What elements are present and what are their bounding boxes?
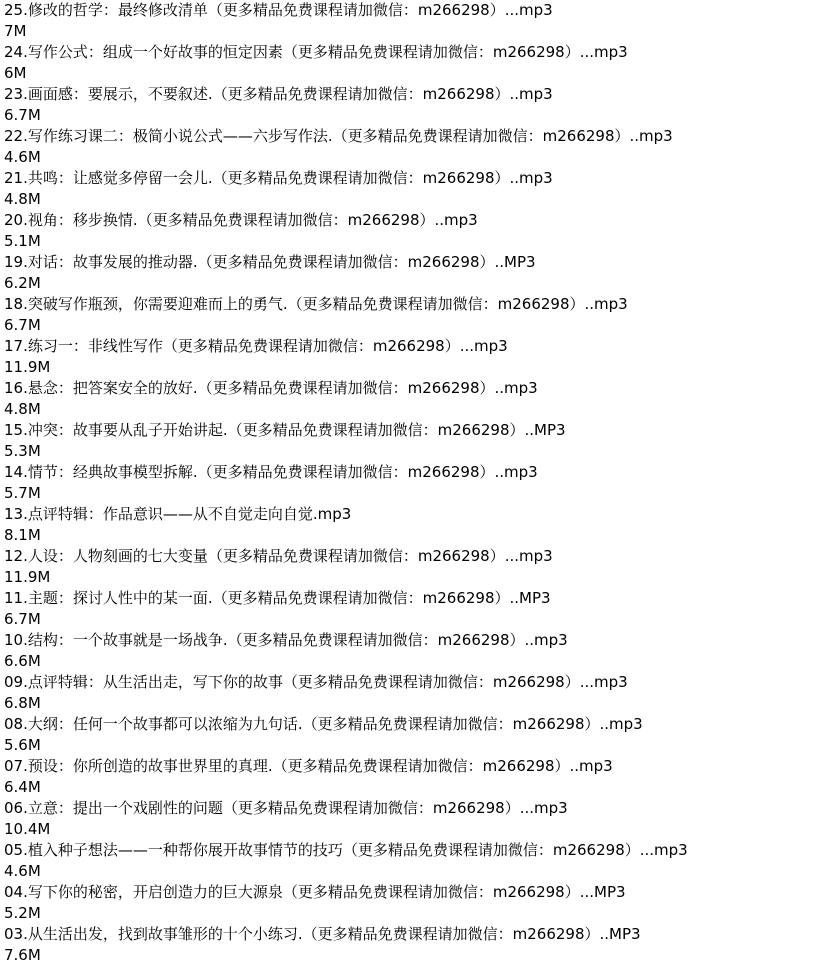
file-size: 5.1M bbox=[4, 232, 41, 250]
file-item[interactable] bbox=[4, 882, 824, 924]
file-size: 10.4M bbox=[4, 820, 51, 838]
file-name: 08.大纲：任何一个故事都可以浓缩为九句话.（更多精品免费课程请加微信：m266298）..mp3 bbox=[4, 715, 643, 733]
file-item[interactable] bbox=[4, 462, 824, 504]
file-item[interactable] bbox=[4, 504, 824, 546]
file-item[interactable] bbox=[4, 294, 824, 336]
file-size: 5.7M bbox=[4, 484, 41, 502]
file-name: 14.情节：经典故事模型拆解.（更多精品免费课程请加微信：m266298）..mp3 bbox=[4, 463, 538, 481]
file-name: 05.植入种子想法——一种帮你展开故事情节的技巧（更多精品免费课程请加微信：m266298）...mp3 bbox=[4, 841, 688, 859]
file-item[interactable] bbox=[4, 546, 824, 588]
file-size: 5.6M bbox=[4, 736, 41, 754]
file-name: 09.点评特辑：从生活出走，写下你的故事（更多精品免费课程请加微信：m266298）...mp3 bbox=[4, 673, 628, 691]
file-name: 15.冲突：故事要从乱子开始讲起.（更多精品免费课程请加微信：m266298）..MP3 bbox=[4, 421, 566, 439]
file-item[interactable] bbox=[4, 756, 824, 798]
file-size: 6M bbox=[4, 64, 27, 82]
file-size: 6.2M bbox=[4, 274, 41, 292]
file-name: 23.画面感：要展示，不要叙述.（更多精品免费课程请加微信：m266298）..mp3 bbox=[4, 85, 553, 103]
file-size: 8.1M bbox=[4, 526, 41, 544]
file-size: 6.7M bbox=[4, 316, 41, 334]
file-size: 6.8M bbox=[4, 694, 41, 712]
file-size: 6.6M bbox=[4, 652, 41, 670]
file-size: 4.8M bbox=[4, 190, 41, 208]
file-size: 4.6M bbox=[4, 862, 41, 880]
file-size: 5.2M bbox=[4, 904, 41, 922]
file-name: 13.点评特辑：作品意识——从不自觉走向自觉.mp3 bbox=[4, 505, 352, 523]
file-item[interactable] bbox=[4, 840, 824, 882]
file-name: 24.写作公式：组成一个好故事的恒定因素（更多精品免费课程请加微信：m266298）...mp3 bbox=[4, 43, 628, 61]
file-item[interactable] bbox=[4, 798, 824, 840]
file-size: 5.3M bbox=[4, 442, 41, 460]
file-size: 6.7M bbox=[4, 106, 41, 124]
file-name: 03.从生活出发，找到故事雏形的十个小练习.（更多精品免费课程请加微信：m266298）..MP3 bbox=[4, 925, 641, 943]
file-item[interactable] bbox=[4, 42, 824, 84]
file-item[interactable] bbox=[4, 924, 824, 966]
file-item[interactable] bbox=[4, 336, 824, 378]
file-name: 22.写作练习课二：极简小说公式——六步写作法.（更多精品免费课程请加微信：m266298）..mp3 bbox=[4, 127, 673, 145]
file-name: 04.写下你的秘密，开启创造力的巨大源泉（更多精品免费课程请加微信：m266298）...MP3 bbox=[4, 883, 626, 901]
file-item[interactable] bbox=[4, 714, 824, 756]
file-item[interactable] bbox=[4, 588, 824, 630]
file-item[interactable] bbox=[4, 84, 824, 126]
file-item[interactable] bbox=[4, 126, 824, 168]
file-item[interactable] bbox=[4, 210, 824, 252]
file-size: 7.6M bbox=[4, 946, 41, 964]
file-name: 19.对话：故事发展的推动器.（更多精品免费课程请加微信：m266298）..MP3 bbox=[4, 253, 536, 271]
file-item[interactable] bbox=[4, 378, 824, 420]
file-size: 7M bbox=[4, 22, 27, 40]
file-name: 07.预设：你所创造的故事世界里的真理.（更多精品免费课程请加微信：m266298）..mp3 bbox=[4, 757, 613, 775]
file-name: 18.突破写作瓶颈，你需要迎难而上的勇气.（更多精品免费课程请加微信：m266298）..mp3 bbox=[4, 295, 628, 313]
file-size: 4.6M bbox=[4, 148, 41, 166]
file-size: 11.9M bbox=[4, 358, 51, 376]
file-item[interactable] bbox=[4, 420, 824, 462]
file-item[interactable] bbox=[4, 0, 824, 42]
file-name: 12.人设：人物刻画的七大变量（更多精品免费课程请加微信：m266298）...mp3 bbox=[4, 547, 553, 565]
file-name: 25.修改的哲学：最终修改清单（更多精品免费课程请加微信：m266298）...mp3 bbox=[4, 1, 553, 19]
file-size: 6.4M bbox=[4, 778, 41, 796]
file-item[interactable] bbox=[4, 168, 824, 210]
file-name: 16.悬念：把答案安全的放好.（更多精品免费课程请加微信：m266298）..mp3 bbox=[4, 379, 538, 397]
file-item[interactable] bbox=[4, 630, 824, 672]
file-item[interactable] bbox=[4, 252, 824, 294]
file-size: 11.9M bbox=[4, 568, 51, 586]
file-name: 06.立意：提出一个戏剧性的问题（更多精品免费课程请加微信：m266298）...mp3 bbox=[4, 799, 568, 817]
file-name: 17.练习一：非线性写作（更多精品免费课程请加微信：m266298）...mp3 bbox=[4, 337, 508, 355]
file-item[interactable] bbox=[4, 672, 824, 714]
file-name: 11.主题：探讨人性中的某一面.（更多精品免费课程请加微信：m266298）..MP3 bbox=[4, 589, 551, 607]
file-name: 20.视角：移步换情.（更多精品免费课程请加微信：m266298）..mp3 bbox=[4, 211, 478, 229]
file-name: 21.共鸣：让感觉多停留一会儿.（更多精品免费课程请加微信：m266298）..mp3 bbox=[4, 169, 553, 187]
file-list bbox=[4, 0, 824, 966]
file-size: 6.7M bbox=[4, 610, 41, 628]
file-name: 10.结构：一个故事就是一场战争.（更多精品免费课程请加微信：m266298）..mp3 bbox=[4, 631, 568, 649]
file-size: 4.8M bbox=[4, 400, 41, 418]
